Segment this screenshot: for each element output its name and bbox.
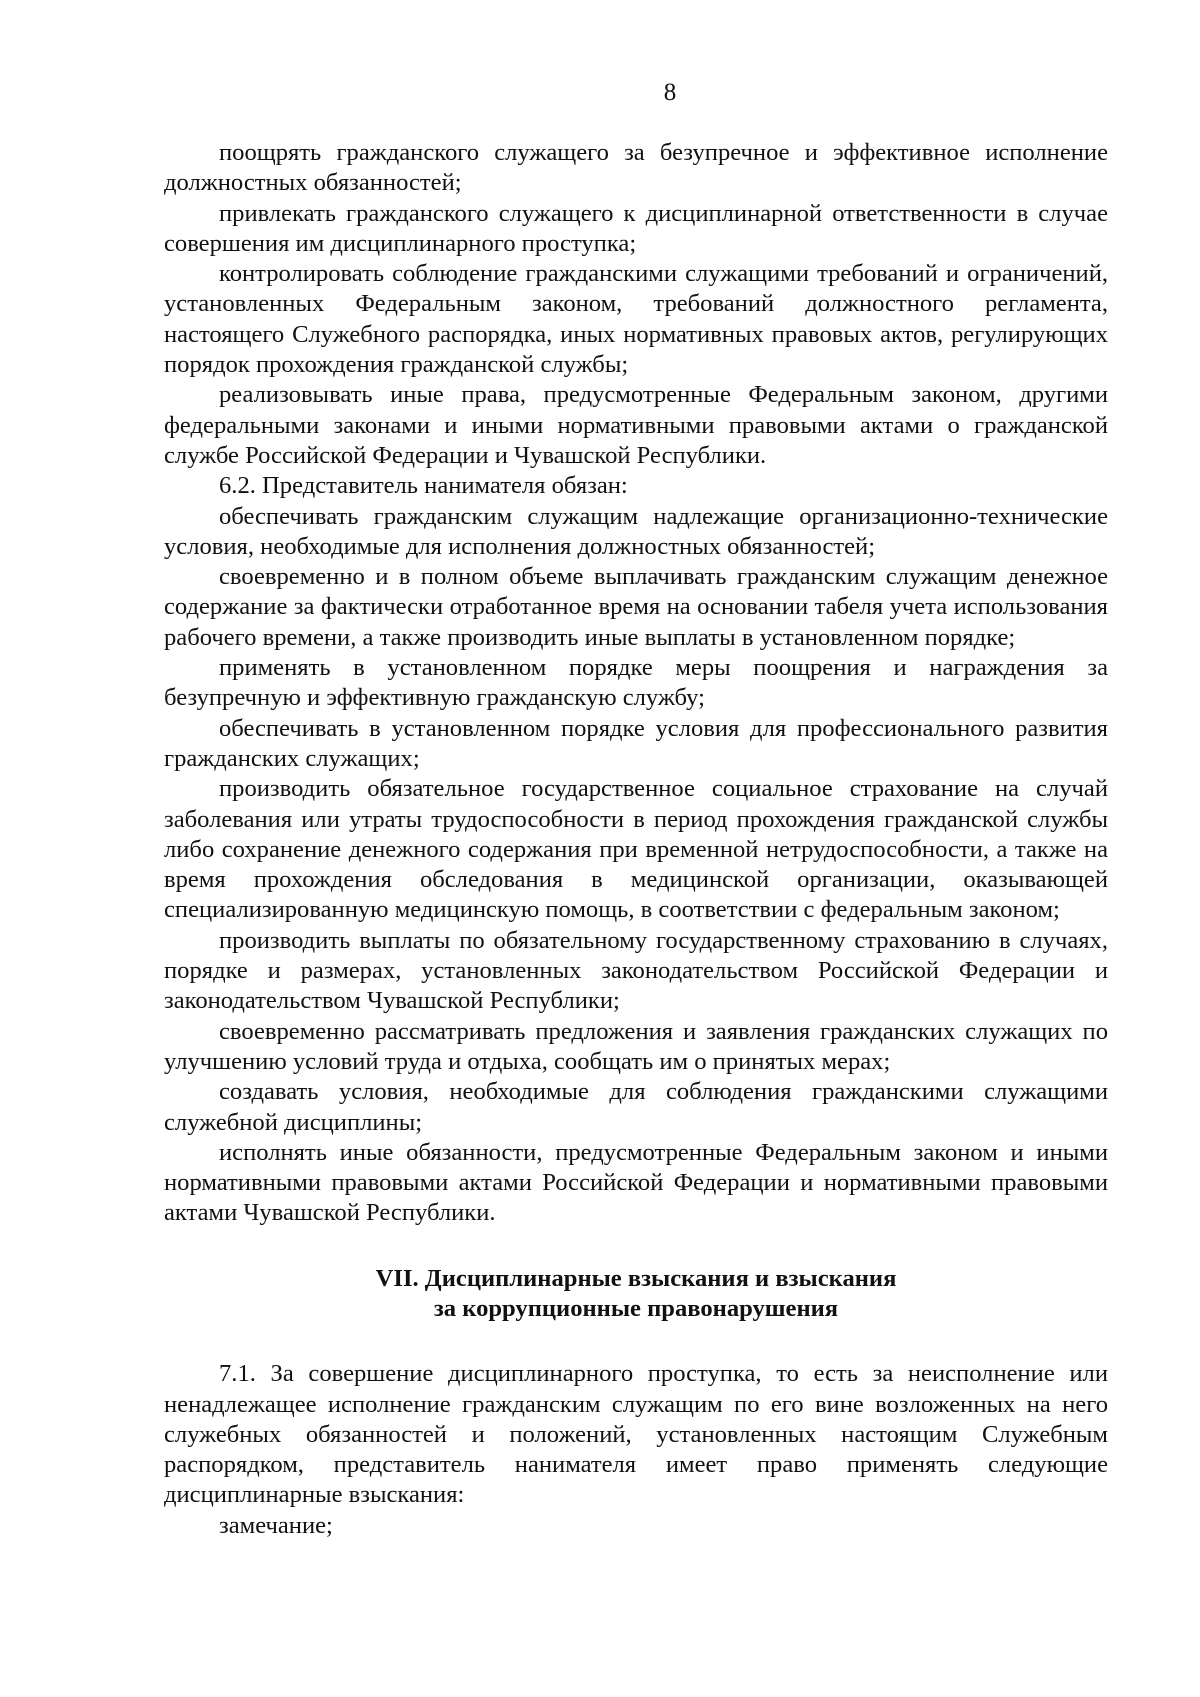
paragraph: производить выплаты по обязательному государственному страхованию в случаях, порядке и размерах, установленных законодательством Российской Федерации и законодательством Чувашской Республики;	[164, 926, 1108, 1015]
paragraph: своевременно рассматривать предложения и заявления гражданских служащих по улучшению условий труда и отдыха, сообщать им о принятых мерах;	[164, 1017, 1108, 1075]
section-heading	[164, 1264, 1108, 1325]
section-heading-line-2: за коррупционные правонарушения	[433, 1294, 839, 1322]
paragraph: исполнять иные обязанности, предусмотренные Федеральным законом и иными нормативными правовыми актами Российской Федерации и нормативными правовыми актами Чувашской Республики.	[164, 1138, 1108, 1227]
paragraph: создавать условия, необходимые для соблюдения гражданскими служащими служебной дисциплины;	[164, 1078, 1108, 1136]
paragraph: обеспечивать в установленном порядке условия для профессионального развития гражданских служащих;	[164, 714, 1108, 772]
paragraph: контролировать соблюдение гражданскими служащими требований и ограничений, установленных Федеральным законом, требований должностного регламента, настоящего Служебного распорядка, иных нормативных правовых актов, регулирующих порядок прохождения гражданской службы;	[164, 260, 1108, 379]
paragraph: замечание;	[219, 1511, 333, 1539]
paragraph: реализовывать иные права, предусмотренные Федеральным законом, другими федеральными законами и иными нормативными правовыми актами о гражданской службе Российской Федерации и Чувашской Республики.	[164, 381, 1108, 469]
page-number: 8	[663, 79, 677, 106]
section-heading-line-1: VII. Дисциплинарные взыскания и взыскания	[375, 1264, 897, 1292]
paragraph: обеспечивать гражданским служащим надлежащие организационно-технические условия, необходимые для исполнения должностных обязанностей;	[164, 502, 1108, 560]
paragraph: 6.2. Представитель нанимателя обязан:	[219, 472, 628, 500]
paragraph: привлекать гражданского служащего к дисциплинарной ответственности в случае совершения им дисциплинарного проступка;	[164, 199, 1108, 257]
section-body	[164, 1359, 1108, 1541]
paragraph: поощрять гражданского служащего за безупречное и эффективное исполнение должностных обязанностей;	[164, 139, 1108, 197]
paragraph: применять в установленном порядке меры поощрения и награждения за безупречную и эффективную гражданскую службу;	[164, 654, 1108, 712]
document-body	[164, 138, 1108, 1541]
paragraph: производить обязательное государственное социальное страхование на случай заболевания или утраты трудоспособности в период прохождения гражданской службы либо сохранение денежного содержания при временной нетрудоспособности, а также на время прохождения обследования в медицинской организации, оказывающей специализированную медицинскую помощь, в соответствии с федеральным законом;	[164, 775, 1108, 924]
paragraph: своевременно и в полном объеме выплачивать гражданским служащим денежное содержание за фактически отработанное время на основании табеля учета использования рабочего времени, а также производить иные выплаты в установленном порядке;	[164, 563, 1108, 651]
paragraph: 7.1. За совершение дисциплинарного проступка, то есть за неисполнение или ненадлежащее исполнение гражданским служащим по его вине возложенных на него служебных обязанностей и положений, установленных настоящим Служебным распорядком, представитель нанимателя имеет право применять следующие дисциплинарные взыскания:	[164, 1360, 1108, 1509]
